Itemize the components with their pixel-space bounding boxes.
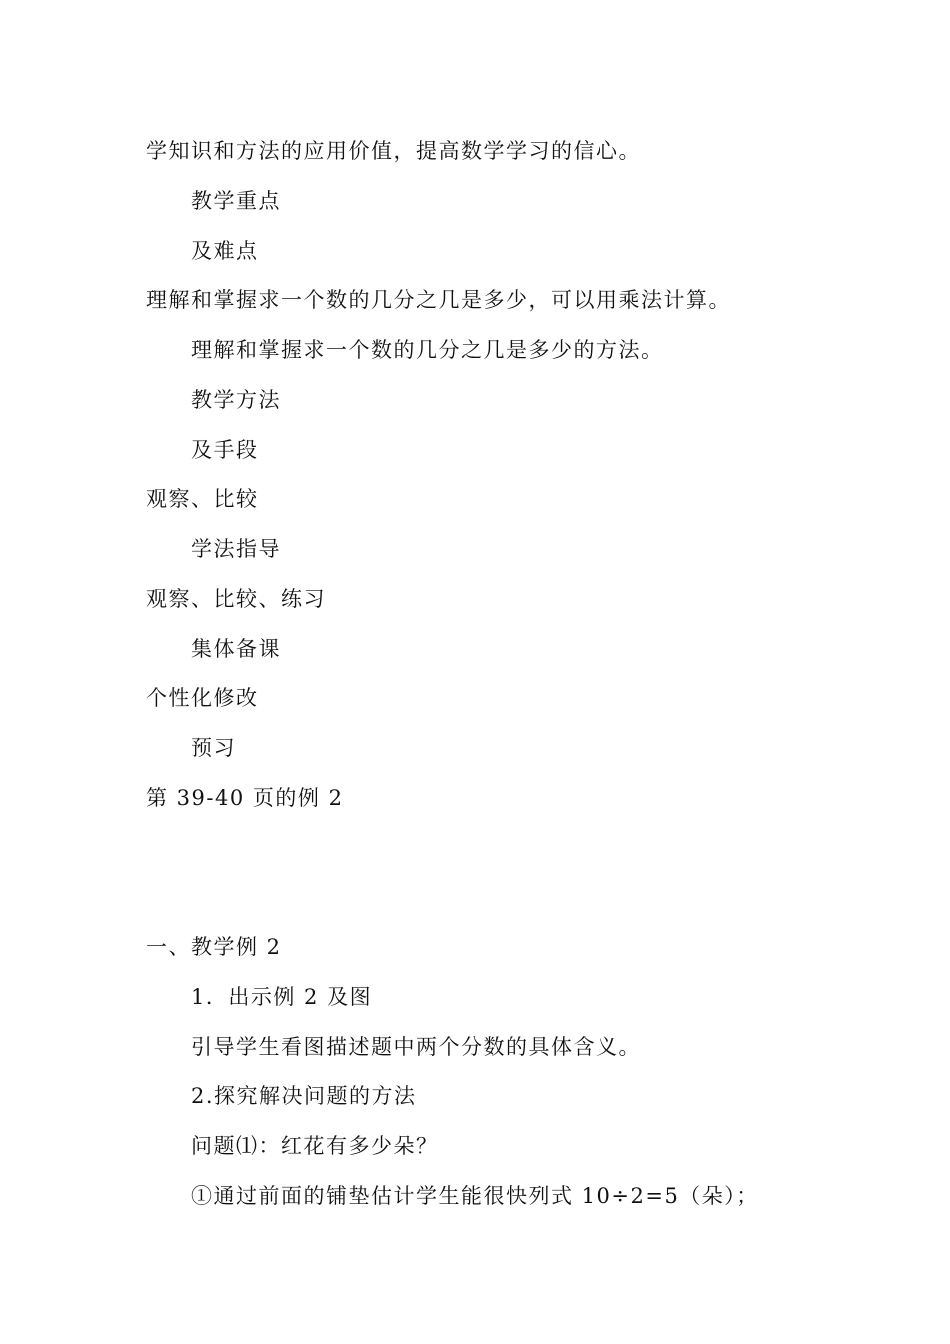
label-teaching-method: 教学方法: [191, 388, 281, 412]
text-line-difficulty-content: 理解和掌握求一个数的几分之几是多少的方法。: [191, 338, 664, 362]
label-preview: 预习: [191, 736, 236, 760]
text-line-answer-1: ①通过前面的铺垫估计学生能很快列式 10÷2=5（朵）；: [191, 1184, 759, 1208]
text-line-guidance-content: 观察、比较、练习: [146, 587, 326, 611]
label-and-means: 及手段: [191, 438, 259, 462]
label-learning-guidance: 学法指导: [191, 537, 281, 561]
text-line-guide-students: 引导学生看图描述题中两个分数的具体含义。: [191, 1035, 641, 1059]
label-and-difficulty: 及难点: [191, 239, 259, 263]
text-line-method-content: 观察、比较: [146, 487, 259, 511]
label-group-lesson-prep: 集体备课: [191, 637, 281, 661]
label-personalized-revision: 个性化修改: [146, 686, 259, 710]
text-line-preview-content: 第 39-40 页的例 2: [146, 786, 344, 810]
step-explore-method: 2.探究解决问题的方法: [191, 1084, 417, 1108]
question-1: 问题⑴：红花有多少朵？: [191, 1134, 439, 1158]
text-line-focus-content: 理解和掌握求一个数的几分之几是多少，可以用乘法计算。: [146, 288, 731, 312]
text-line-application-value: 学知识和方法的应用价值，提高数学学习的信心。: [146, 139, 641, 163]
step-show-example: 1．出示例 2 及图: [191, 985, 373, 1009]
label-teaching-focus: 教学重点: [191, 189, 281, 213]
section-heading-example-2: 一、教学例 2: [146, 935, 282, 959]
